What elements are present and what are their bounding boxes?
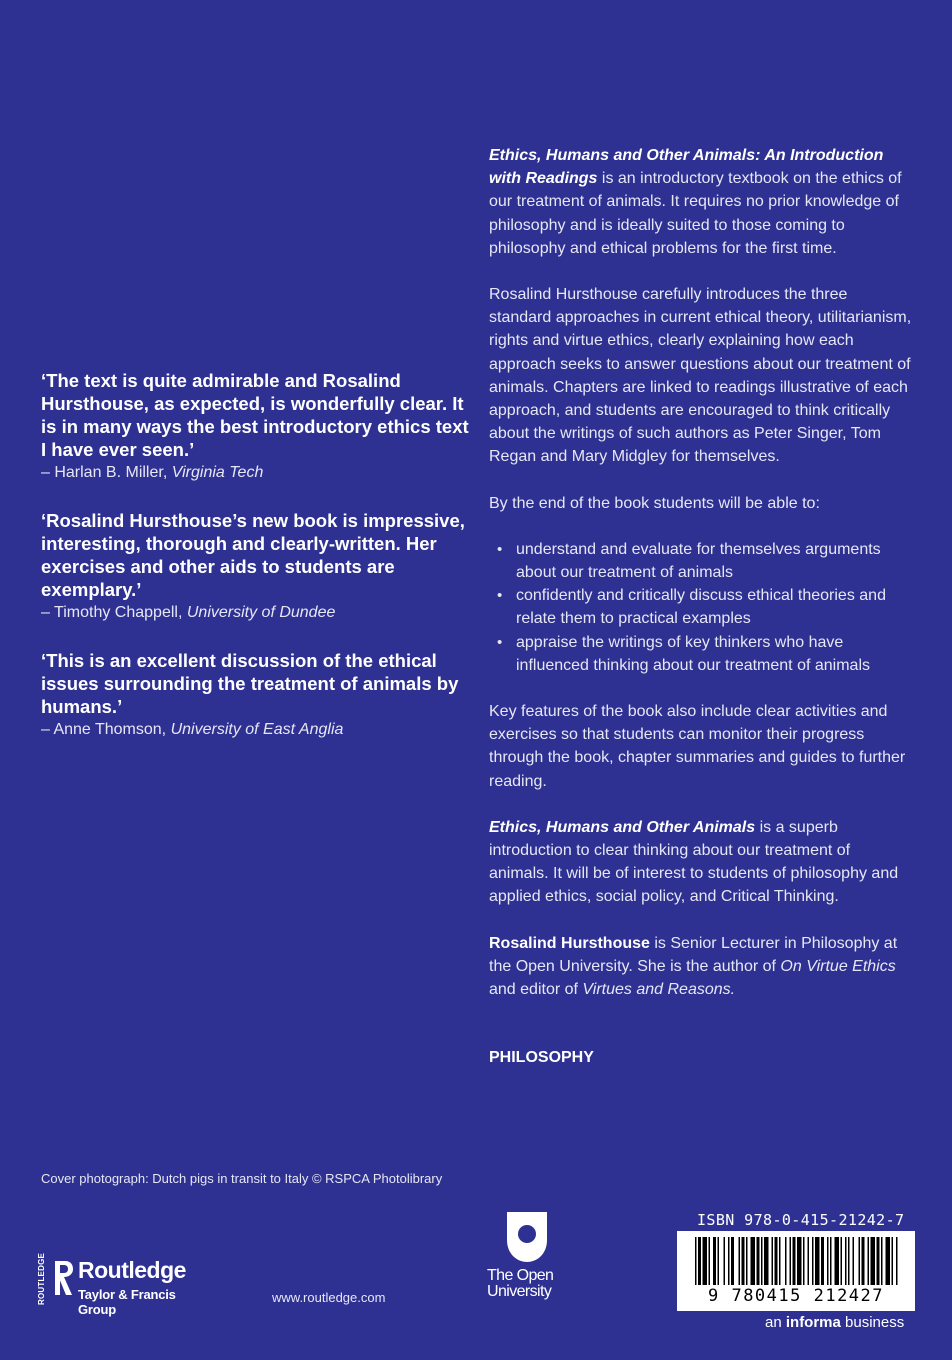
review-quote-2 [41, 509, 471, 624]
barcode-bar [779, 1237, 781, 1285]
list-item [489, 584, 914, 630]
list-item-text: understand and evaluate for themselves arguments about our treatment of animals [516, 540, 881, 582]
quote-affiliation: Virginia Tech [171, 464, 264, 481]
routledge-r-icon [51, 1257, 75, 1297]
quote-affiliation: University of East Anglia [170, 721, 344, 738]
barcode-bar [739, 1237, 741, 1285]
list-item [489, 631, 914, 677]
quote-attribution [41, 461, 471, 484]
quote-text: ‘The text is quite admirable and Rosalind Hursthouse, as expected, is wonderfully clear. It is in many ways the best introductory ethics text I have ever seen.’ [41, 370, 469, 460]
review-quote-1 [41, 369, 471, 484]
review-quotes [41, 369, 471, 766]
barcode-bar [713, 1237, 716, 1285]
quote-author: – Harlan B. Miller, [41, 464, 172, 481]
barcode-bar [751, 1237, 756, 1285]
barcode-bar [757, 1237, 760, 1285]
subject-category: PHILOSOPHY [489, 1049, 594, 1067]
barcode-bar [698, 1237, 701, 1285]
open-university-logo [485, 1210, 569, 1300]
features-paragraph: Key features of the book also include clear activities and exercises so that students can monitor their progress through the book, chapter summaries and guides to further reading. [489, 703, 906, 790]
barcode-bar [703, 1237, 708, 1285]
barcode [677, 1231, 915, 1311]
barcode-bar [793, 1237, 796, 1285]
barcode-bar [868, 1237, 870, 1285]
barcode-bar [841, 1237, 843, 1285]
routledge-logo [36, 1252, 216, 1317]
barcode-bar [853, 1237, 855, 1285]
informa-prefix: an [765, 1314, 786, 1331]
quote-attribution [41, 601, 471, 624]
barcode-bar [830, 1237, 832, 1285]
partner-name-line: The Open [487, 1267, 554, 1284]
open-university-shield-icon [504, 1210, 550, 1264]
author-book: Virtues and Reasons. [582, 981, 736, 999]
publisher-group: Taylor & Francis Group [78, 1287, 176, 1317]
barcode-bar [775, 1237, 778, 1285]
barcode-bar [797, 1237, 802, 1285]
barcode-bar [808, 1237, 810, 1285]
bullet-icon: • [497, 633, 503, 651]
quote-text: ‘Rosalind Hursthouse’s new book is impressive, interesting, thorough and clearly-written. Her exercises and other aids to students are exemplary.’ [41, 510, 465, 600]
cover-credit: Cover photograph: Dutch pigs in transit to Italy © RSPCA Photolibrary [41, 1171, 443, 1186]
publisher-url: www.routledge.com [272, 1290, 386, 1305]
barcode-bar [772, 1237, 774, 1285]
bullet-icon: • [497, 587, 503, 605]
barcode-bar [731, 1237, 734, 1285]
barcode-bar [892, 1237, 894, 1285]
approach-paragraph: Rosalind Hursthouse carefully introduces the three standard approaches in current ethical theory, utilitarianism, rights and virtue ethics, clearly explaining how each approach seeks to answer questions about our treatment of animals. Chapters are linked to readings illustrative of each approach, and students are encouraged to think critically about the writings of such authors as Peter Singer, Tom Regan and Mary Midgley for themselves. [489, 286, 912, 466]
intro-paragraph [489, 144, 914, 260]
list-item-text: confidently and critically discuss ethical theories and relate them to practical examples [516, 587, 886, 628]
barcode-bar [877, 1237, 880, 1285]
summary-paragraph [489, 816, 914, 909]
summary-text: is a superb introduction to clear thinking about our treatment of animals. It will be of interest to students of philosophy and applied ethics, social policy, and Critical Thinking. [489, 818, 899, 906]
barcode-bar [827, 1237, 829, 1285]
barcode-bar [695, 1237, 697, 1285]
barcode-bar [845, 1237, 847, 1285]
barcode-bar [718, 1237, 720, 1285]
routledge-vertical-text: ROUTLEDGE [37, 1252, 46, 1305]
review-quote-3 [41, 649, 471, 741]
list-item-text: appraise the writings of key thinkers who have influenced thinking about our treatment of animals [516, 633, 870, 674]
book-title-short: Ethics, Humans and Other Animals [489, 818, 756, 836]
author-bio-text: and editor of [489, 981, 583, 999]
barcode-bar [871, 1237, 876, 1285]
barcode-bar [881, 1237, 883, 1285]
intro-text: is an introductory textbook on the ethics of our treatment of animals. It requires no prior knowledge of philosophy and is ideally suited to those coming to philosophy and ethical problems for the first time. [489, 170, 902, 257]
barcode-bar [742, 1237, 745, 1285]
barcode-bar [812, 1237, 814, 1285]
author-bio [489, 932, 914, 1002]
barcode-bar [709, 1237, 711, 1285]
barcode-bar [724, 1237, 726, 1285]
barcode-digits: 9 780415 212427 [707, 1286, 885, 1306]
book-title: Ethics, Humans and Other Animals: An Introduction with Readings [489, 147, 884, 188]
barcode-bar [761, 1237, 763, 1285]
barcode-bar [815, 1237, 820, 1285]
barcode-bar [821, 1237, 824, 1285]
outcomes-intro: By the end of the book students will be able to: [489, 494, 820, 512]
quote-attribution [41, 718, 471, 741]
publisher-name: Routledge [78, 1257, 186, 1283]
quote-text: ‘This is an excellent discussion of the ethical issues surrounding the treatment of animals by humans.’ [41, 650, 459, 717]
list-item [489, 538, 914, 584]
barcode-bar [896, 1237, 898, 1285]
isbn-number: ISBN 978-0-415-21242-7 [697, 1211, 905, 1229]
barcode-bar [790, 1237, 792, 1285]
quote-affiliation: University of Dundee [186, 604, 336, 621]
outcomes-list [489, 538, 914, 677]
barcode-bar [746, 1237, 748, 1285]
barcode-bar [764, 1237, 769, 1285]
barcode-bar [886, 1237, 891, 1285]
barcode-bar [862, 1237, 865, 1285]
informa-suffix: business [840, 1314, 905, 1331]
barcode-bar [803, 1237, 805, 1285]
barcode-bar [859, 1237, 861, 1285]
partner-name-line: University [487, 1283, 552, 1300]
author-name: Rosalind Hursthouse [489, 934, 650, 952]
barcode-bar [848, 1237, 850, 1285]
author-bio-text: is Senior Lecturer in Philosophy at the Open University. She is the author of [489, 934, 898, 975]
book-description [489, 144, 914, 1093]
informa-brand: informa [785, 1314, 841, 1331]
partner-name [485, 1268, 569, 1300]
barcode-bar [728, 1237, 730, 1285]
bullet-icon: • [497, 540, 503, 558]
informa-tagline [765, 1314, 904, 1331]
quote-author: – Timothy Chappell, [41, 604, 187, 621]
quote-author: – Anne Thomson, [41, 721, 171, 738]
barcode-bar [785, 1237, 787, 1285]
author-book: On Virtue Ethics [780, 957, 896, 975]
barcode-bar [835, 1237, 840, 1285]
